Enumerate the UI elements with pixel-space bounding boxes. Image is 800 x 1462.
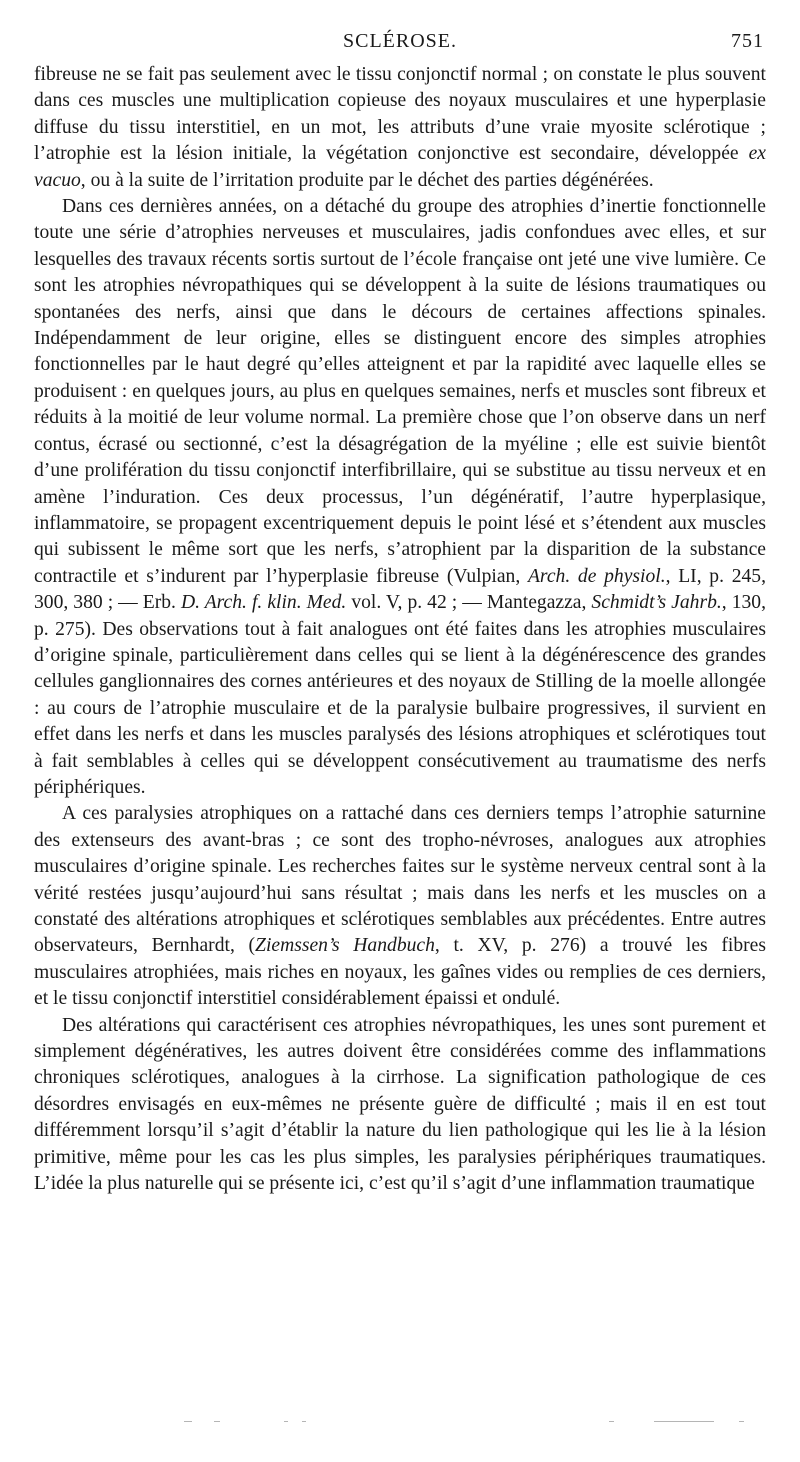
text-run: Des altérations qui caractérisent ces atrophies névropathiques, les unes sont purement et simplement dégénératives, les autres doivent être considérées comme des inflammations chroniques sclérotiques, analogues à la cirrhose. La signification pathologique de ces désordres envisagés en eux-mêmes ne présente guère de difficulté ; mais il en est tout différemment lorsqu’il s’agit d’établir la nature du lien pathologique qui les lie à la lésion primitive, même pour les cas les plus simples, les paralysies périphériques traumatiques. L’idée la plus naturelle qui se présente ici, c’est qu’il s’agit d’une inflammation traumatique xyxy=(34,1014,766,1195)
text-run: A ces paralysies atrophiques on a rattaché dans ces derniers temps l’atrophie saturnine des extenseurs des avant-bras ; ce sont des tropho-névroses, analogues aux atrophies musculaires d’origine spinale. Les recherches faites sur le système nerveux central sont à la vérité restées jusqu’aujourd’hui sans résultat ; mais dans les nerfs et les muscles on a constaté des altérations atrophiques et sclérotiques semblables aux précédentes. Entre autres observateurs, Bernhardt, ( xyxy=(34,803,766,957)
scan-artifact-mark xyxy=(739,1421,744,1422)
page-number: 751 xyxy=(731,30,764,52)
paragraph xyxy=(34,1013,766,1198)
paragraph-continued xyxy=(34,62,766,194)
citation-italic: Schmidt’s Jahrb. xyxy=(591,592,722,614)
scan-artifact-mark xyxy=(214,1421,220,1422)
scan-artifact-mark xyxy=(609,1421,614,1422)
scan-artifact-marks xyxy=(184,1418,784,1426)
running-head xyxy=(34,30,766,56)
text-run: , LI, p. 245, 300, 380 ; — Erb. xyxy=(34,565,766,614)
scan-artifact-mark xyxy=(302,1421,306,1422)
citation-italic: D. Arch. f. klin. Med. xyxy=(180,592,347,614)
body-text xyxy=(34,62,766,1197)
text-run: , t. XV, p. 276) a trouvé les fibres musculaires atrophiées, mais riches en noyaux, les gaînes vides ou remplies de ces derniers, et le tissu conjonctif interstitiel considérablement épaissi et ondulé. xyxy=(34,935,766,1010)
text-run: , 130, p. 275). Des observations tout à fait analogues ont été faites dans les atrophies musculaires d’origine spinale, particulièrement dans celles qui se lient à la dégénérescence des grandes cellules ganglionnaires des cornes antérieures et des noyaux de Stilling de la moelle allongée : au cours de l’atrophie musculaire et de la paralysie bulbaire progressives, il survient en effet dans les nerfs et dans les muscles paralysés des lésions atrophiques et sclérotiques tout à fait semblables à celles qui se développent consécutivement au traumatisme des nerfs périphériques. xyxy=(34,592,766,798)
text-run: vol. V, p. 42 ; — Mantegazza, xyxy=(346,592,592,614)
citation-italic: Ziemssen’s Handbuch xyxy=(255,935,435,957)
scan-artifact-mark xyxy=(184,1421,192,1422)
paragraph xyxy=(34,194,766,801)
text-run: Dans ces dernières années, on a détaché du groupe des atrophies d’inertie fonctionnelle toute une série d’atrophies nerveuses et musculaires, jadis confondues avec elles, et sur lesquelles des travaux récents sortis surtout de l’école française ont jeté une vive lumière. Ce sont les atrophies névropathiques qui se développent à la suite de lésions traumatiques ou spontanées des nerfs, ainsi que dans le décours de certaines affections spinales. Indépendamment de leur origine, elles se distinguent encore des simples atrophies fonctionnelles par le haut degré qu’elles atteignent et par la rapidité avec laquelle elles se produisent : en quelques jours, au plus en quelques semaines, nerfs et muscles sont fibreux et réduits à la moitié de leur volume normal. La première chose que l’on observe dans un nerf contus, écrasé ou sectionné, c’est la désagrégation de la myéline ; elle est suivie bientôt d’une prolifération du tissu conjonctif interfibrillaire, qui se substitue au tissu nerveux et en amène l’induration. Ces deux processus, l’un dégénératif, l’autre hyperplasique, inflammatoire, se propagent excentriquement depuis le point lésé et s’étendent aux muscles qui subissent le même sort que les nerfs, s’atrophient par la disparition de la substance contractile et s’indurent par l’hyperplasie fibreuse (Vulpian, xyxy=(34,196,766,587)
scan-artifact-mark xyxy=(654,1421,714,1422)
text-run: fibreuse ne se fait pas seulement avec le tissu conjonctif normal ; on constate le plus souvent dans ces muscles une multiplication copieuse des noyaux musculaires et une hyperplasie diffuse du tissu interstitiel, en un mot, les attributs d’une vraie myosite sclérotique ; l’atrophie est la lésion initiale, la végétation conjonctive est secondaire, développée xyxy=(34,64,766,165)
scan-artifact-mark xyxy=(284,1421,288,1422)
citation-italic: Arch. de physiol. xyxy=(527,565,666,587)
running-title: SCLÉROSE. xyxy=(342,30,458,52)
paragraph xyxy=(34,801,766,1012)
italic-text-run: ex vacuo xyxy=(34,143,766,191)
text-run: , ou à la suite de l’irritation produite par le déchet des parties dégénérées. xyxy=(80,169,654,191)
